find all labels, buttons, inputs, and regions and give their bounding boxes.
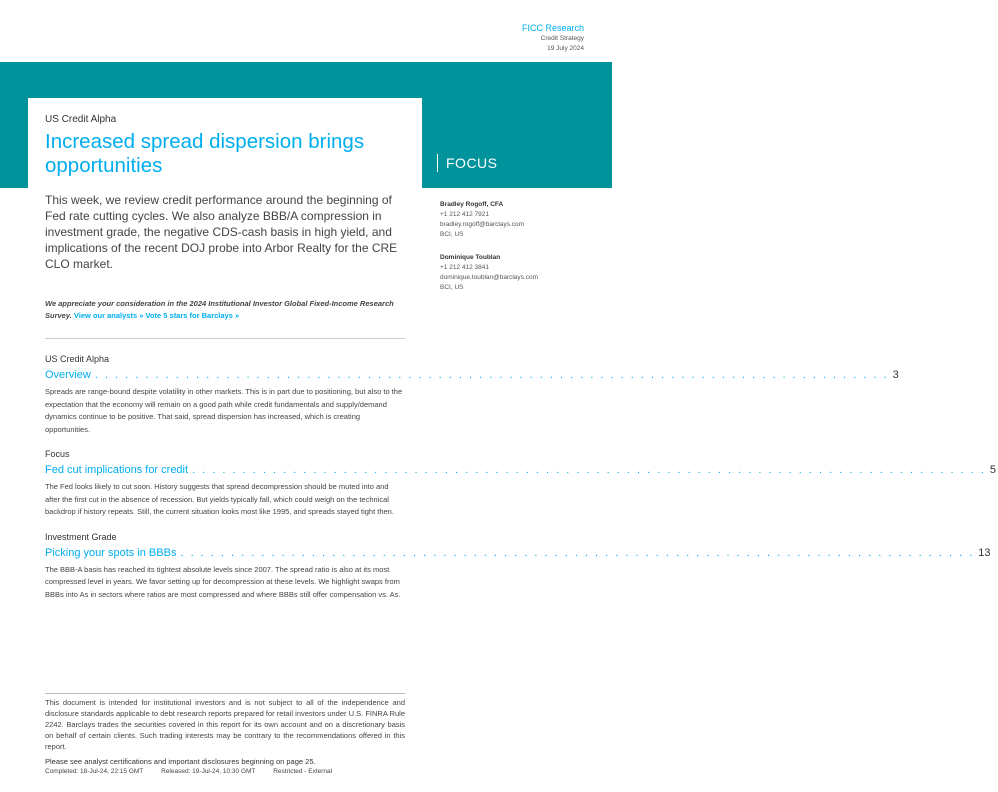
released-timestamp: Released: 19-Jul-24, 10:30 GMT <box>161 768 256 775</box>
author-name: Dominique Toublan <box>440 254 501 261</box>
toc-page-number: 13 <box>978 546 991 559</box>
toc-entry-title[interactable]: Fed cut implications for credit <box>45 464 189 476</box>
toc-leader-dots: . . . . . . . . . . . . . . . . . . . . . . . . . . . . . . . . . . . . . . . . . . . . . . . . . . . . . . . . . . . . . . . . . . . . . . . . . . . . . . . <box>94 369 889 381</box>
report-date: 19 July 2024 <box>547 45 584 52</box>
footer-meta <box>45 767 415 777</box>
author-org: BCI, US <box>440 284 464 291</box>
brand-label: FICC Research <box>521 23 584 33</box>
toc-page-number: 3 <box>892 369 899 381</box>
toc-section <box>45 531 991 602</box>
survey-text-2: . <box>69 311 74 320</box>
toc-summary: The BBB-A basis has reached its tightest absolute levels since 2007. The spread ratio is also at its most compressed level in years. We favor setting up for decompression at these levels. We highlight swaps from BBBs into As in sectors where ratios are most compressed and where BBBs still offer compensation vs. As. <box>45 564 401 599</box>
author-card <box>440 253 600 293</box>
author-org: BCI, US <box>440 231 464 238</box>
author-list <box>440 200 600 306</box>
toc-entry-link[interactable] <box>45 463 997 478</box>
author-email[interactable]: bradley.rogoff@barclays.com <box>440 221 525 228</box>
toc-entry-link[interactable] <box>45 546 991 561</box>
survey-text-1: We appreciate your consideration in the <box>45 299 190 308</box>
toc-entry-title[interactable]: Picking your spots in BBBs <box>45 546 177 559</box>
author-email[interactable]: dominique.toublan@barclays.com <box>440 274 539 281</box>
vote-link[interactable]: View our analysts » Vote 5 stars for Barclays » <box>73 311 240 320</box>
restriction-label: Restricted - External <box>273 768 333 775</box>
toc-summary: Spreads are range-bound despite volatility in other markets. This is in part due to positioning, but also to the expectation that the economy will remain on a good path while credit fundamentals and supply/demand dynamics continue to be positive. That said, spread dispersion has increased, which is creating opportunities. <box>45 387 403 434</box>
disclosures-note: Please see analyst certifications and important disclosures beginning on page 25. <box>45 757 316 766</box>
toc-category: US Credit Alpha <box>45 354 110 364</box>
author-name: Bradley Rogoff, CFA <box>440 201 504 208</box>
author-phone: +1 212 412 7921 <box>440 211 489 218</box>
toc-summary: The Fed looks likely to cut soon. History suggests that spread decompression should be muted into and after the first cut in the absence of recession. But yields typically fall, which could weigh on the technical backdrop if history repeats. Still, the current situation looks most like 1995, and spreads stayed tight then. <box>45 482 394 516</box>
completed-timestamp: Completed: 18-Jul-24, 22:15 GMT <box>45 768 144 775</box>
toc-page-number: 5 <box>989 464 997 476</box>
footer-divider <box>45 693 405 694</box>
disclaimer-text: This document is intended for institutional investors and is not subject to all of the independence and disclosure standards applicable to debt research reports prepared for retail investors under U.S. FINRA Rule 2242. Barclays trades the securities covered in this report for its own account and on a discretionary basis on behalf of certain clients. Such trading interests may be contrary to the recommendations offered in this report. <box>45 698 405 751</box>
survey-note <box>45 298 415 322</box>
report-eyebrow: US Credit Alpha <box>45 114 117 125</box>
author-card <box>440 200 600 240</box>
report-headline: Increased spread dispersion brings opportunities <box>45 130 365 177</box>
author-phone: +1 212 412 3841 <box>440 264 489 271</box>
toc-leader-dots: . . . . . . . . . . . . . . . . . . . . . . . . . . . . . . . . . . . . . . . . . . . . . . . . . . . . . . . . . . . . . . . . . . . . . . . . . . . . . . . <box>192 464 986 476</box>
series-label: Credit Strategy <box>540 35 584 42</box>
toc-entry-title[interactable]: Overview <box>45 369 91 381</box>
survey-name: 2024 Institutional Investor Global Fixed-Income Research Survey <box>45 299 394 320</box>
toc-section <box>45 448 997 519</box>
table-of-contents <box>45 353 997 613</box>
toc-category: Focus <box>45 449 70 459</box>
toc-entry-link[interactable] <box>45 368 899 383</box>
report-header <box>522 22 584 54</box>
toc-section <box>45 353 899 436</box>
toc-category: Investment Grade <box>45 531 117 542</box>
report-lede: This week, we review credit performance around the beginning of Fed rate cutting cycles. We also analyze BBB/A compression in investment grade, the negative CDS-cash basis in high yield, and implications of the recent DOJ probe into Arbor Realty for the CRE CLO market. <box>45 193 398 271</box>
toc-leader-dots: . . . . . . . . . . . . . . . . . . . . . . . . . . . . . . . . . . . . . . . . . . . . . . . . . . . . . . . . . . . . . . . . . . . . . . . . . . . . . . . <box>180 546 975 559</box>
section-divider <box>45 338 405 339</box>
focus-tag: FOCUS <box>437 154 498 172</box>
